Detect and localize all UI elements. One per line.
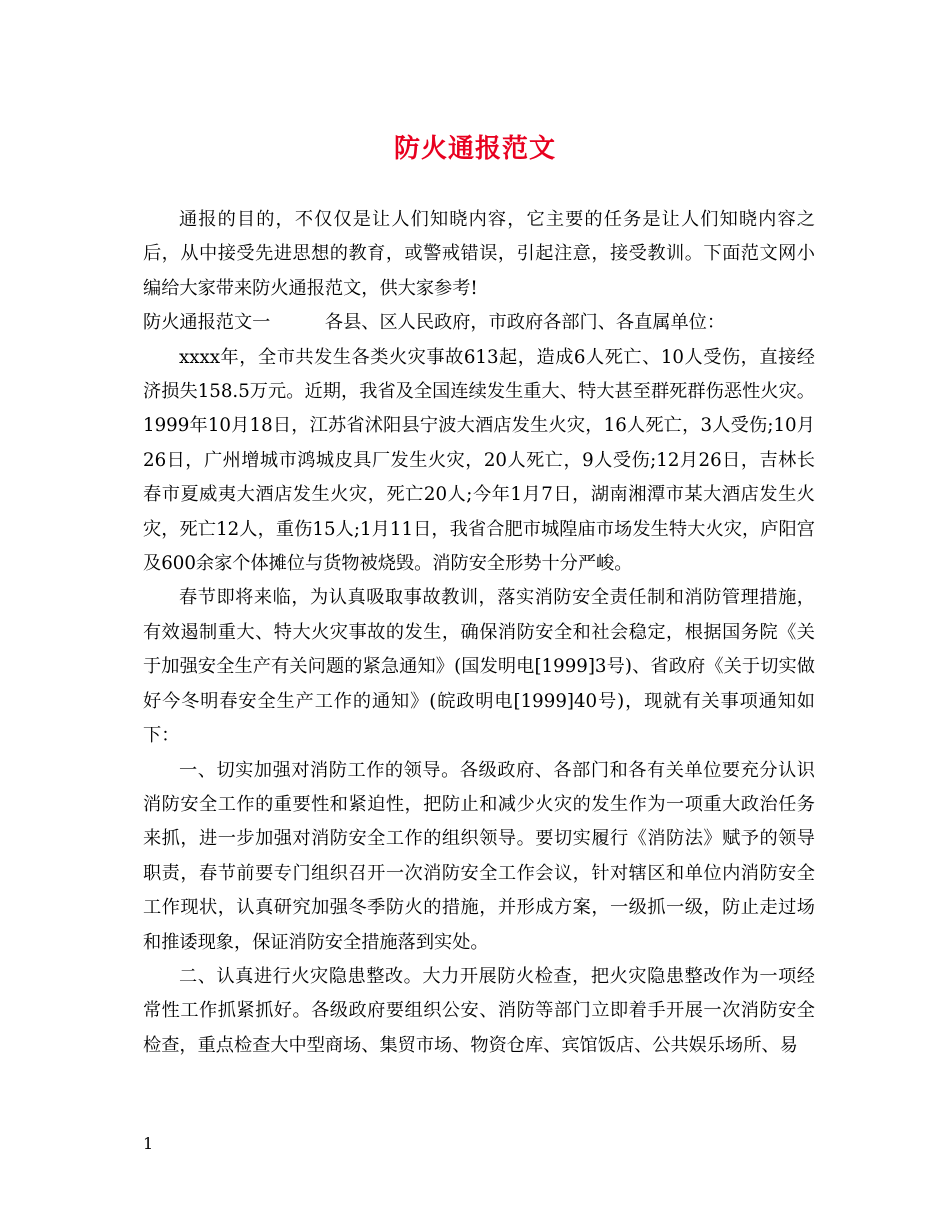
intro-paragraph: 通报的目的，不仅仅是让人们知晓内容，它主要的任务是让人们知晓内容之后，从中接受先进思想的教育，或警戒错误，引起注意，接受教训。下面范文网小编给大家带来防火通报范文，供大家参考!	[143, 209, 815, 299]
document-title: 防火通报范文	[393, 134, 556, 164]
salutation-line: 防火通报范文一 各县、区人民政府，市政府各部门、各直属单位：	[143, 312, 726, 334]
background-paragraph: 春节即将来临，为认真吸取事故教训，落实消防安全责任制和消防管理措施，有效遏制重大、特大火灾事故的发生，确保消防安全和社会稳定，根据国务院《关于加强安全生产有关问题的紧急通知》(国发明电[1999]3号)、省政府《关于切实做好今冬明春安全生产工作的通知》(皖政明电[1999]40号)，现就有关事项通知如下：	[143, 587, 815, 747]
document-body	[143, 203, 815, 1063]
fire-statistics-paragraph: xxxx年，全市共发生各类火灾事故613起，造成6人死亡、10人受伤，直接经济损失158.5万元。近期，我省及全国连续发生重大、特大甚至群死群伤恶性火灾。1999年10月18日，江苏省沭阳县宁波大酒店发生火灾，16人死亡，3人受伤;10月26日，广州增城市鸿城皮具厂发生火灾，20人死亡，9人受伤;12月26日，吉林长春市夏威夷大酒店发生火灾，死亡20人;今年1月7日，湖南湘潭市某大酒店发生火灾，死亡12人，重伤15人;1月11日，我省合肥市城隍庙市场发生特大火灾，庐阳宫及600余家个体摊位与货物被烧毁。消防安全形势十分严峻。	[143, 346, 815, 575]
item-two-paragraph: 二、认真进行火灾隐患整改。大力开展防火检查，把火灾隐患整改作为一项经常性工作抓紧抓好。各级政府要组织公安、消防等部门立即着手开展一次消防安全检查，重点检查大中型商场、集贸市场、物资仓库、宾馆饭店、公共娱乐场所、易	[143, 965, 815, 1056]
page-number: 1	[143, 1134, 154, 1153]
item-one-paragraph: 一、切实加强对消防工作的领导。各级政府、各部门和各有关单位要充分认识消防安全工作的重要性和紧迫性，把防止和减少火灾的发生作为一项重大政治任务来抓，进一步加强对消防安全工作的组织领导。要切实履行《消防法》赋予的领导职责，春节前要专门组织召开一次消防安全工作会议，针对辖区和单位内消防安全工作现状，认真研究加强冬季防火的措施，并形成方案，一级抓一级，防止走过场和推诿现象，保证消防安全措施落到实处。	[143, 759, 815, 953]
